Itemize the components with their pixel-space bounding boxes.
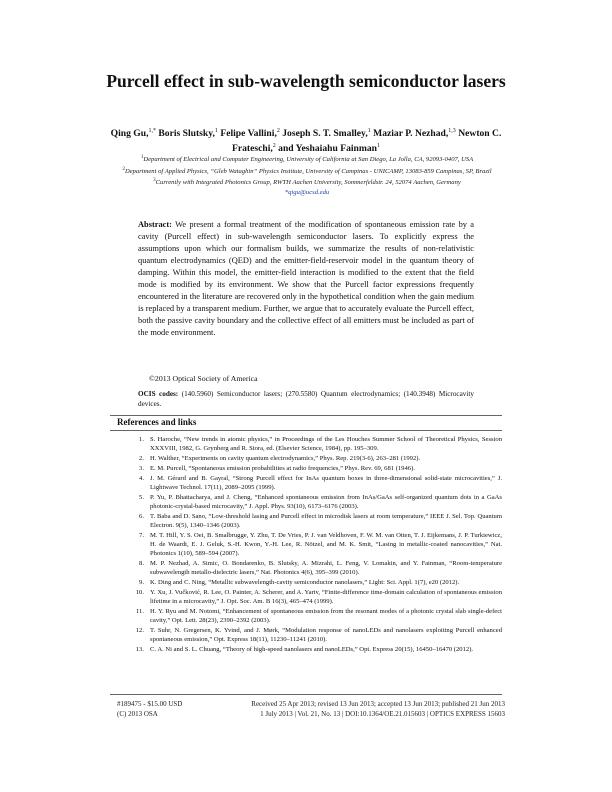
reference-item: 8. M. P. Nezhad, A. Simic, O. Bondarenko, B. Slutsky, A. Mizrahi, L. Feng, V. Lomakin, and Y. Fainman, “Room-temperature subwavelength metallo-dielectric lasers,” Nat. Photonics 4(6), 395–399 (2010). [139,559,502,576]
author: Joseph S. T. Smalley,$^1$ [282,128,371,140]
reference-item: 4. J. M. Gérard and B. Gayral, “Strong Purcell effect for InAs quantum boxes in three-dimensional solid-state microcavities,” J. Lightwave Technol. 17(11), 2089–2095 (1999). [139,474,502,491]
abstract-label: Abstract: [138,220,172,229]
reference-item: 12. T. Suhr, N. Gregersen, K. Yvind, and J. Mørk, “Modulation response of nanoLEDs and nanolasers exploiting Purcell enhanced spontaneous emission,” Opt. Express 18(11), 11230–11241 (2010). [135,626,502,643]
reference-item: 7. M. T. Hill, Y. S. Oei, B. Smalbrugge, Y. Zhu, T. De Vries, P. J. van Veldhoven, F. W. M. van Otten, T. J. Eijkemans, J. P. Turkiewicz, H. de Waardt, E. J. Geluk, S.-H. Kwon, Y.-H. Lee, R. Nötzel, and M. K. Smit, “Lasing in metallic-coated nanocavities,” Nat. Photonics 1(10), 589–594 (2007). [139,531,502,557]
author: Qing Gu,$^{1,*}$ [110,128,156,140]
footer-copyright: (C) 2013 OSA [117,710,158,718]
affiliations [112,153,502,197]
abstract [138,219,474,339]
affiliation: $^2$Department of Applied Physics, “Gleb Wataghin” Physics Institute, University of Campinas - UNICAMP, 13083-859 Campinas, SP, Brazil [122,166,492,175]
ocis-codes [138,389,474,409]
copyright-notice: ©2013 Optical Society of America [149,374,258,383]
divider [110,694,502,695]
reference-item: 11. H. Y. Ryu and M. Notomi, “Enhancement of spontaneous emission from the resonant modes of a photonic crystal slab single-defect cavity,” Opt. Lett. 28(23), 2390–2392 (2003). [136,607,502,624]
reference-item: 2. H. Walther, “Experiments on cavity quantum electrodynamics,” Phys. Rep. 219(3-6), 263–281 (1992). [139,455,421,462]
footer-dates: Received 25 Apr 2013; revised 13 Jun 2013; accepted 13 Jun 2013; published 21 Jun 2013 [251,700,505,708]
author: Boris Slutsky,$^1$ [158,128,218,140]
references-heading: References and links [117,417,197,427]
reference-item: 6. T. Baba and D. Sano, “Low-threshold lasing and Purcell effect in microdisk lasers at room temperature,” IEEE J. Sel. Top. Quantum Electron. 9(5), 1340–1346 (2003). [139,512,502,529]
abstract-text: We present a formal treatment of the modification of spontaneous emission rate by a cavity (Purcell effect) in sub-wavelength semiconductor lasers. To explicitly express the assumptions upon which our formalism builds, we summarize the results of non-relativistic quantum electrodynamics (QED) and the emitter-field-reservoir model in the quantum theory of damping. Within this model, the emitter-field interaction is modified to the extent that the field mode is modified by its environment. We show that the Purcell factor expressions frequently encountered in the literature are recovered only in the hypothetical condition when the gain medium is replaced by a transparent medium. Further, we argue that to accurately evaluate the Purcell effect, both the passive cavity boundary and the collective effect of all emitters must be included as part of the mode environment. [138,220,474,337]
reference-item: 1. S. Haroche, “New trends in atomic physics,” in Proceedings of the Les Houches Summer School of Theoretical Physics, Session XXXVIII, 1982, G. Grynberg and R. Stora, ed. (Elsevier Science, 1984), pp. 195–309. [139,436,502,453]
paper-title: Purcell effect in sub-wavelength semiconductor lasers [106,71,506,91]
footer-citation: 1 July 2013 | Vol. 21, No. 13 | DOI:10.1364/OE.21.015603 | OPTICS EXPRESS 15603 [260,710,505,718]
ocis-label: OCIS codes: [138,390,179,398]
reference-item: 9. K. Ding and C. Ning, “Metallic subwavelength-cavity semiconductor nanolasers,” Light: Sci. Appl. 1(7), e20 (2012). [139,578,460,586]
reference-item: 13. C. A. Ni and S. L. Chuang, “Theory of high-speed nanolasers and nanoLEDs,” Opt. Express 20(15), 16450–16470 (2012). [135,645,474,653]
author: Newton C. Frateschi,$^2$ [232,128,502,155]
page-footer [117,699,505,719]
footer-manuscript-id: #189475 - $15.00 USD [117,700,183,708]
author-list [110,125,502,155]
divider [110,415,502,416]
divider [110,430,502,431]
affiliation: $^1$Department of Electrical and Computer Engineering, University of California at San Diego, La Jolla, CA, 92093-0407, USA [140,155,474,164]
author: Maziar P. Nezhad,$^{1,3}$ [373,128,456,140]
author: Felipe Vallini,$^2$ [220,128,280,140]
reference-item: 5. P. Yu, P. Bhattacharya, and J. Cheng, “Enhanced spontaneous emission from InAs/GaAs self-organized quantum dots in a GaAs photonic-crystal-based microcavity,” J. Appl. Phys. 93(10), 6173–6176 (2003). [139,493,502,510]
reference-item: 3. E. M. Purcell, “Spontaneous emission probabilities at radio frequencies,” Phys. Rev. 69, 681 (1946). [139,464,415,472]
author: and Yeshaiahu Fainman$^1$ [278,143,380,155]
reference-list [110,435,502,654]
affiliation: $^3$Currently with Integrated Photonics Group, RWTH Aachen University, Sommerfeldstr. 24, 52074 Aachen, Germany [153,178,461,187]
ocis-text: (140.5960) Semiconductor lasers; (270.5580) Quantum electrodynamics; (140.3948) Microcavity devices. [138,390,474,408]
corresponding-email-link[interactable]: *qigu@ucsd.edu [284,188,330,196]
reference-item: 10. Y. Xu, J. Vučković, R. Lee, O. Painter, A. Scherer, and A. Yariv, “Finite-difference time-domain calculation of spontaneous emission lifetime in a microcavity,” J. Opt. Soc. Am. B 16(3), 465–474 (1999). [135,588,502,605]
